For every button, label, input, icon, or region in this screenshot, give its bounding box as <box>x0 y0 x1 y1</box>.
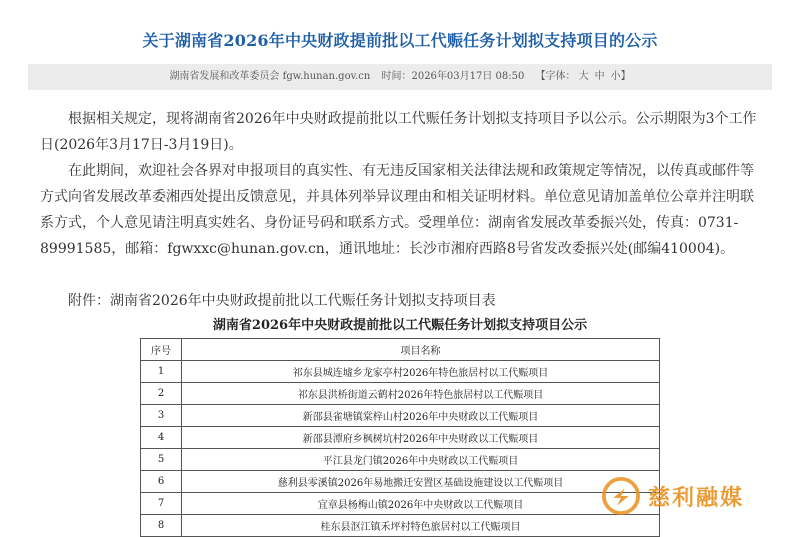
font-close: 】 <box>620 71 631 82</box>
project-name: 新邵县潭府乡枫树坑村2026年中央财政以工代赈项目 <box>182 427 660 449</box>
row-number: 3 <box>141 405 182 427</box>
project-name: 桂东县沤江镇禾坪村特色旅居村以工代赈项目 <box>182 515 660 537</box>
time-value: 2026年03月17日 08:50 <box>411 71 525 82</box>
table-row <box>141 449 660 471</box>
source-text: 湖南省发展和改革委员会 fgw.hunan.gov.cn <box>169 71 371 82</box>
project-name: 祁东县洪桥街道云鹤村2026年特色旅居村以工代赈项目 <box>182 383 660 405</box>
project-name: 祁东县城连墟乡龙家亭村2026年特色旅居村以工代赈项目 <box>182 361 660 383</box>
time-label: 时间： <box>381 71 412 82</box>
table-row <box>141 361 660 383</box>
table-title: 湖南省2026年中央财政提前批以工代赈任务计划拟支持项目公示 <box>212 318 588 333</box>
watermark-text: 慈利融媒 <box>648 485 745 511</box>
project-name: 平江县龙门镇2026年中央财政以工代赈项目 <box>182 449 660 471</box>
table-row <box>141 427 660 449</box>
page-title: 关于湖南省2026年中央财政提前批以工代赈任务计划拟支持项目的公示 <box>142 31 658 50</box>
row-number: 1 <box>141 361 182 383</box>
header-name: 项目名称 <box>182 339 660 361</box>
paragraph-2: 在此期间，欢迎社会各界对申报项目的真实性、有无违反国家相关法律法规和政策规定等情况，以传真或邮件等方式向省发展改革委湘西处提出反馈意见，并具体列举异议理由和相关证明材料。单位意见请加盖单位公章并注明联系方式，个人意见请注明真实姓名、身份证号码和联系方式。受理单位：湖南省发展改革委振兴处，传真：0731-89991585，邮箱：fgwxxc@hunan.gov.cn，通讯地址：长沙市湘府西路8号省发改委振兴处(邮编410004)。 <box>40 163 754 257</box>
font-medium-link[interactable]: 中 <box>594 71 605 82</box>
header-no: 序号 <box>141 339 182 361</box>
table-row <box>141 471 660 493</box>
project-name: 宜章县杨梅山镇2026年中央财政以工代赈项目 <box>182 493 660 515</box>
font-small-link[interactable]: 小 <box>610 71 621 82</box>
paragraph-1: 根据相关规定，现将湖南省2026年中央财政提前批以工代赈任务计划拟支持项目予以公示。公示期限为3个工作日(2026年3月17日-3月19日)。 <box>40 111 757 153</box>
table-header-row <box>141 339 660 361</box>
watermark <box>602 474 772 518</box>
time-text <box>381 71 524 82</box>
table-row <box>141 493 660 515</box>
row-number: 4 <box>141 427 182 449</box>
row-number: 7 <box>141 493 182 515</box>
article-body <box>40 106 764 262</box>
font-label: 【字体： <box>535 71 576 82</box>
table-row <box>141 515 660 537</box>
table-row <box>141 383 660 405</box>
row-number: 5 <box>141 449 182 471</box>
row-number: 2 <box>141 383 182 405</box>
font-large-link[interactable]: 大 <box>578 71 589 82</box>
projects-table <box>140 338 660 537</box>
project-name: 新邵县雀塘镇棠梓山村2026年中央财政以工代赈项目 <box>182 405 660 427</box>
row-number: 8 <box>141 515 182 537</box>
table-row <box>141 405 660 427</box>
project-name: 慈利县零溪镇2026年易地搬迁安置区基础设施建设以工代赈项目 <box>182 471 660 493</box>
attachment-line: 附件：湖南省2026年中央财政提前批以工代赈任务计划拟支持项目表 <box>68 293 496 309</box>
media-logo-icon <box>602 477 640 515</box>
meta-bar <box>28 64 772 90</box>
font-size-control <box>536 71 631 82</box>
row-number: 6 <box>141 471 182 493</box>
